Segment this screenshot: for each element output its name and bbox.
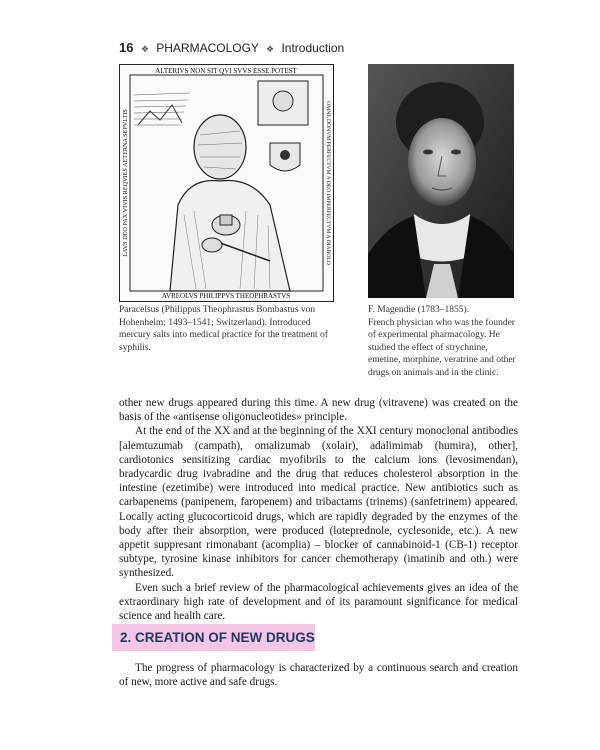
paracelsus-engraving bbox=[119, 64, 334, 302]
separator-icon: ❖ bbox=[266, 44, 275, 54]
figure1-caption: Paracelsus (Philippus Theophrastus Bombastus von Hohenheim; 1493–1541; Switzerland). Introduced mercury salts into medical practice for the treatment of syphilis. bbox=[119, 305, 328, 353]
figure2-caption-title: F. Magendie (1783–1855). bbox=[368, 305, 470, 315]
paragraph: The progress of pharmacology is characterized by a continuous search and creation of new, more active and safe drugs. bbox=[119, 662, 518, 689]
figure2-caption-text: French physician who was the founder of experimental pharmacology. He studied the effect of strychnine, emetine, morphine, veratrine and other drugs on animals and in the clinic. bbox=[368, 317, 516, 378]
header-subsection: Introduction bbox=[281, 41, 345, 55]
page-header bbox=[119, 40, 344, 55]
engraving-right-text: OMNE DONVM PERFECTVM A DEO IMPERFECTVM A DIABOLO bbox=[325, 101, 331, 265]
magendie-portrait bbox=[368, 64, 514, 298]
portrait-photo bbox=[368, 64, 514, 298]
header-section: PHARMACOLOGY bbox=[156, 41, 259, 55]
engraving-left-text: LAVS DEO PAX VIVIS REQVIES AETERNA SEPVLTIS bbox=[122, 109, 129, 257]
section-body bbox=[119, 661, 518, 689]
separator-icon: ❖ bbox=[140, 44, 149, 54]
figure2-caption bbox=[368, 304, 516, 380]
paragraph: other new drugs appeared during this time. A new drug (vitravene) was created on the basis of the «antisense oligonucleotides» principle. bbox=[119, 397, 518, 424]
paragraph: Even such a brief review of the pharmacological achievements gives an idea of the extraordinary high rate of development and of its paramount significance for medical science and health care. bbox=[119, 581, 518, 623]
engraving-bottom-text: AVREOLVS PHILIPPVS THEOPHRASTVS bbox=[161, 292, 291, 300]
engraving-top-text: ALTERIVS NON SIT QVI SVVS ESSE POTEST bbox=[155, 67, 297, 75]
body-text bbox=[119, 396, 518, 623]
engraving-illustration bbox=[120, 65, 333, 301]
section-heading: 2. CREATION OF NEW DRUGS bbox=[112, 624, 315, 651]
paragraph: At the end of the XX and at the beginning of the XXI century monoclonal antibodies [alemtuzumab (campath), omalizumab (xolair), adalimimab (humira), other], cardiotonics sensitizing cardiac myofibrils to the calcium ions (levosimendan), bradycardic drug ivabradine and the drug that reduces cholesterol absorption in the intestine (ezetimibe) were introduced into medical practice. New antibiotics such as carbapenems (panipenem, faropenem) and tribactams (trinems) (sanfetrinem) appeared. Locally acting glucocorticoid drugs, which are rapidly degraded by the enzymes of the body after their absorption, were produced (loteprednole, cyclesonide, etc.). A new appetit suppresant rimonabant (acomplia) – blocker of cannabinoid-1 (CB-1) receptor subtype, tyrosine kinase inhibitors for cancer chemotherapy (imatinib and oth.) were synthesized. bbox=[119, 425, 518, 580]
page-number: 16 bbox=[119, 40, 134, 55]
